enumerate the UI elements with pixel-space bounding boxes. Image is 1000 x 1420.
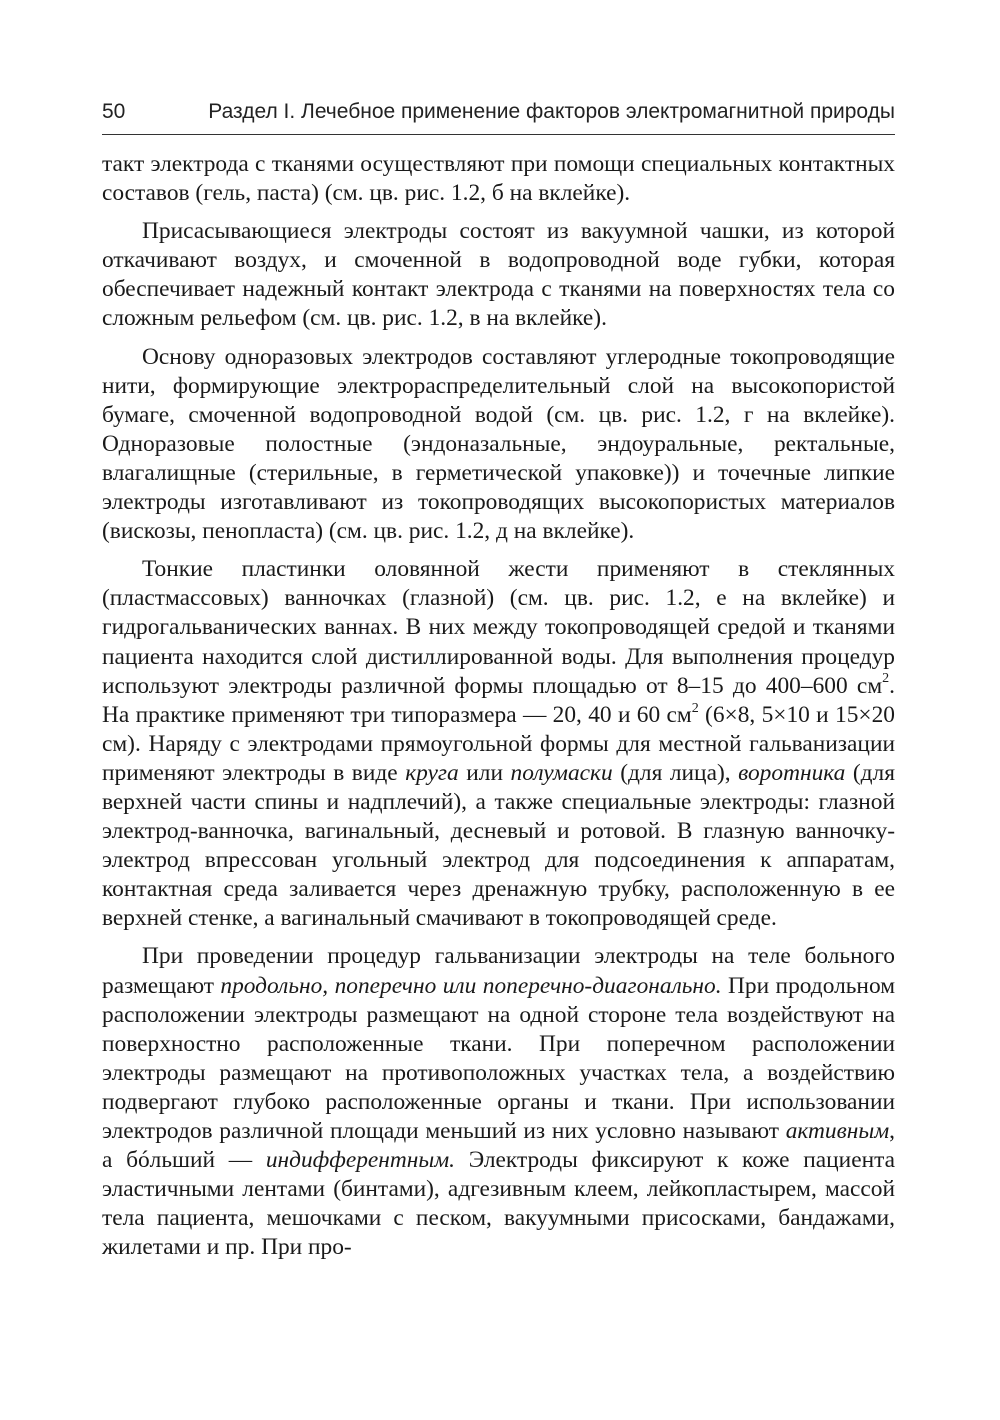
text-run: такт электрода с тканями осуществляют при помощи специальных контактных составов (гель, паста) (см. цв. рис. 1.2, б на вклейке). (102, 151, 895, 207)
paragraph (102, 217, 895, 333)
italic-term: продольно, поперечно или поперечно-диагонально. (220, 972, 722, 999)
superscript: 2 (882, 670, 890, 687)
text-run: При продольном расположении электроды размещают на одной стороне тела воздействуют на поверхностно расположенные ткани. При поперечном расположении электроды размещают на противоположных участках тела, а воздействию подвергают глубоко расположенные органы и ткани. При использовании электродов различной площади меньший из них условно называют (102, 972, 895, 1144)
italic-term: воротника (738, 759, 846, 786)
page-header (102, 98, 895, 135)
running-title: Раздел I. Лечебное применение факторов электромагнитной природы (208, 100, 895, 123)
page-number: 50 (102, 100, 126, 123)
italic-term: полумаски (510, 759, 613, 786)
text-run: Тонкие пластинки оловянной жести применяют в стеклянных (пластмассовых) ванночках (глазной) (см. цв. рис. 1.2, е на вклейке) и гидрогальванических ваннах. В них между токопроводящей средой и тканями пациента находится слой дистиллированной воды. Для выполнения процедур используют электроды различной формы площадью от 8–15 до 400–600 см (102, 556, 895, 699)
italic-term: круга (405, 759, 459, 786)
text-run: . На практике применяют три типоразмера — 20, 40 и 60 см (102, 672, 895, 728)
paragraph (102, 942, 895, 1262)
text-run: , а бóльший — (102, 1118, 895, 1174)
text-run: или (458, 759, 511, 786)
text-run: При проведении процедур гальванизации электроды на теле больного размещают (102, 943, 895, 999)
italic-term: индифферентным. (265, 1147, 456, 1174)
text-run: (для верхней части спины и надплечий), а также специальные электроды: глазной электрод-ванночка, вагинальный, десневый и ротовой. В глазную ванночку-электрод впрессован угольный электрод для подсоединения к аппаратам, контактная среда заливается через дренажную трубку, расположенную в ее верхней стенке, а вагинальный смачивают в токопроводящей среде. (102, 759, 895, 932)
text-run: Основу одноразовых электродов составляют углеродные токопроводящие нити, формирующие электрораспределительный слой на высокопористой бумаге, смоченной водопроводной водой (см. цв. рис. 1.2, г на вклейке). Одноразовые полостные (эндоназальные, эндоуральные, ректальные, влагалищные (стерильные, в герметической упаковке)) и точечные липкие электроды изготавливают из токопроводящих высокопористых материалов (вискозы, пенопласта) (см. цв. рис. 1.2, д на вклейке). (102, 343, 895, 545)
text-run: (6×8, 5×10 и 15×20 см). Наряду с электродами прямоугольной формы для местной гальванизации применяют электроды в виде (102, 701, 895, 786)
paragraph (102, 343, 895, 547)
paragraph (102, 150, 895, 208)
superscript: 2 (691, 699, 699, 716)
text-run: Присасывающиеся электроды состоят из вакуумной чашки, из которой откачивают воздух, и смоченной в водопроводной воде губки, которая обеспечивает надежный контакт электрода с тканями на поверхностях тела со сложным рельефом (см. цв. рис. 1.2, в на вклейке). (102, 218, 895, 332)
italic-term: активным (785, 1118, 890, 1144)
text-run: Электроды фиксируют к коже пациента эластичными лентами (бинтами), адгезивным клеем, лейкопластырем, массой тела пациента, мешочками с песком, вакуумными присосками, бандажами, жилетами и пр. При про- (102, 1147, 895, 1261)
text-run: (для лица), (612, 759, 739, 786)
body-text (102, 150, 895, 1271)
paragraph (102, 555, 895, 933)
